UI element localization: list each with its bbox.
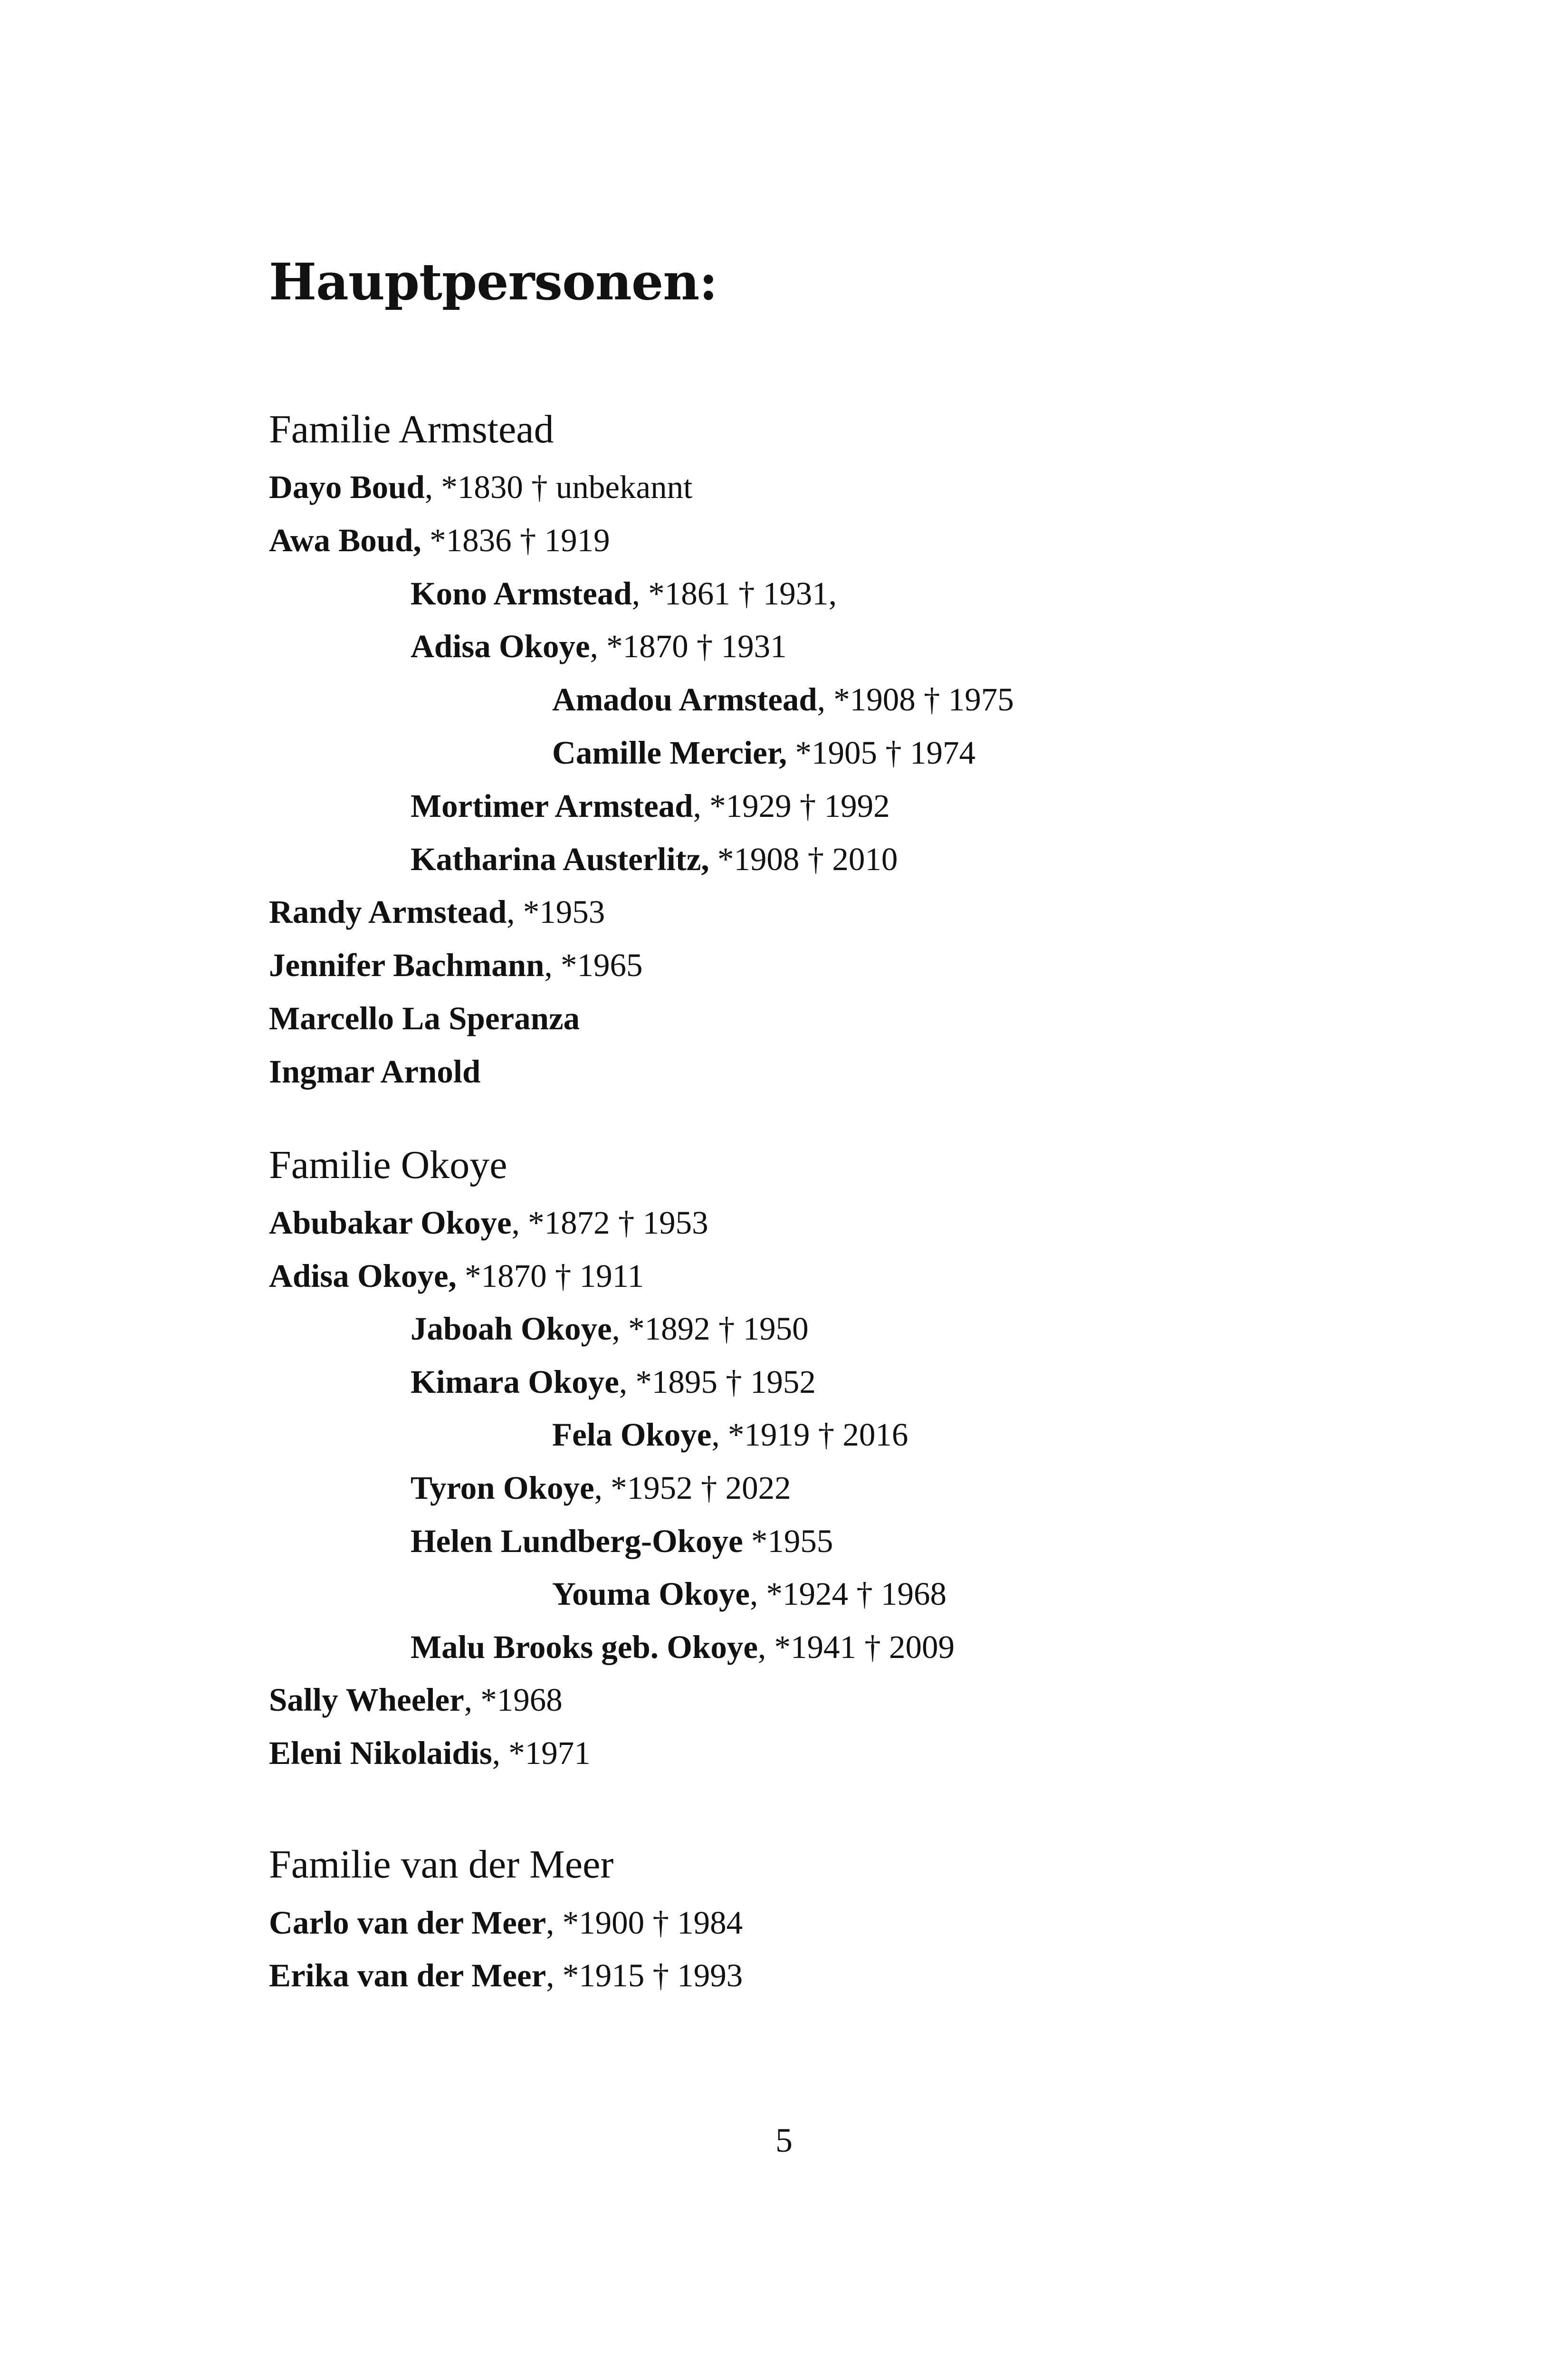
- person-entry: [411, 1366, 816, 1399]
- person-dates: *1955: [743, 1523, 833, 1559]
- person-name: Katharina Austerlitz,: [411, 841, 709, 877]
- person-entry: [269, 1260, 644, 1293]
- person-dates: , *1968: [464, 1682, 563, 1718]
- person-entry: [269, 1002, 580, 1035]
- person-dates: , *1908 † 1975: [817, 681, 1014, 718]
- page-heading: Hauptpersonen:: [269, 252, 717, 311]
- person-dates: , *1892 † 1950: [612, 1311, 809, 1347]
- person-dates: , *1941 † 2009: [757, 1629, 955, 1665]
- person-name: Dayo Boud: [269, 469, 425, 505]
- person-dates: *1905 † 1974: [787, 735, 976, 771]
- family-title: Familie Armstead: [269, 407, 554, 451]
- person-entry: [269, 524, 610, 557]
- family-title: Familie van der Meer: [269, 1842, 614, 1887]
- person-entry: [552, 737, 975, 769]
- person-entry: [552, 683, 1014, 716]
- person-name: Adisa Okoye: [411, 628, 590, 664]
- person-entry: [411, 1472, 791, 1504]
- person-name: Camille Mercier,: [552, 735, 787, 771]
- person-entry: [269, 1959, 743, 1992]
- person-entry: [269, 471, 692, 504]
- person-name: Youma Okoye: [552, 1576, 750, 1612]
- person-dates: , *1870 † 1931: [590, 628, 787, 664]
- person-name: Randy Armstead: [269, 894, 507, 930]
- person-entry: [552, 1418, 908, 1451]
- person-entry: [411, 843, 898, 876]
- person-name: Erika van der Meer: [269, 1957, 546, 1993]
- person-entry: [269, 1737, 591, 1770]
- person-name: Awa Boud,: [269, 522, 421, 558]
- person-dates: , *1953: [507, 894, 605, 930]
- person-name: Adisa Okoye,: [269, 1258, 457, 1294]
- person-entry: [411, 790, 890, 823]
- person-entry: [269, 1055, 480, 1088]
- person-name: Kono Armstead: [411, 575, 632, 612]
- person-entry: [411, 577, 837, 610]
- person-dates: , *1895 † 1952: [619, 1364, 816, 1400]
- person-entry: [411, 1313, 809, 1345]
- person-dates: , *1952 † 2022: [594, 1470, 791, 1506]
- person-name: Eleni Nikolaidis: [269, 1735, 492, 1771]
- person-name: Mortimer Armstead: [411, 788, 693, 824]
- person-dates: , *1872 † 1953: [511, 1205, 708, 1241]
- person-dates: , *1971: [492, 1735, 591, 1771]
- person-dates: , *1915 † 1993: [546, 1957, 743, 1993]
- person-name: Fela Okoye: [552, 1417, 712, 1453]
- person-entry: [269, 1207, 708, 1239]
- person-dates: , *1929 † 1992: [693, 788, 890, 824]
- person-dates: , *1919 † 2016: [711, 1417, 908, 1453]
- person-name: Marcello La Speranza: [269, 1000, 580, 1036]
- person-dates: , *1965: [544, 947, 643, 983]
- page-number: 5: [775, 2121, 793, 2159]
- person-name: Jennifer Bachmann: [269, 947, 545, 983]
- person-name: Malu Brooks geb. Okoye: [411, 1629, 758, 1665]
- person-entry: [411, 1525, 833, 1558]
- person-entry: [411, 1631, 955, 1664]
- family-title: Familie Okoye: [269, 1143, 507, 1187]
- person-dates: *1870 † 1911: [456, 1258, 644, 1294]
- person-dates: , *1861 † 1931,: [631, 575, 837, 612]
- person-dates: , *1830 † unbekannt: [424, 469, 693, 505]
- person-name: Helen Lundberg-Okoye: [411, 1523, 743, 1559]
- person-dates: , *1924 † 1968: [749, 1576, 947, 1612]
- person-name: Tyron Okoye: [411, 1470, 594, 1506]
- person-entry: [269, 1907, 743, 1939]
- person-dates: *1836 † 1919: [421, 522, 610, 558]
- person-name: Ingmar Arnold: [269, 1054, 481, 1090]
- person-entry: [269, 896, 605, 929]
- person-name: Abubakar Okoye: [269, 1205, 512, 1241]
- person-name: Sally Wheeler: [269, 1682, 464, 1718]
- person-name: Amadou Armstead: [552, 681, 817, 718]
- person-entry: [269, 949, 643, 982]
- person-entry: [269, 1684, 563, 1716]
- person-dates: , *1900 † 1984: [546, 1905, 743, 1941]
- person-name: Carlo van der Meer: [269, 1905, 546, 1941]
- person-name: Jaboah Okoye: [411, 1311, 612, 1347]
- person-entry: [411, 630, 787, 663]
- person-dates: *1908 † 2010: [709, 841, 898, 877]
- person-entry: [552, 1578, 947, 1610]
- person-name: Kimara Okoye: [411, 1364, 619, 1400]
